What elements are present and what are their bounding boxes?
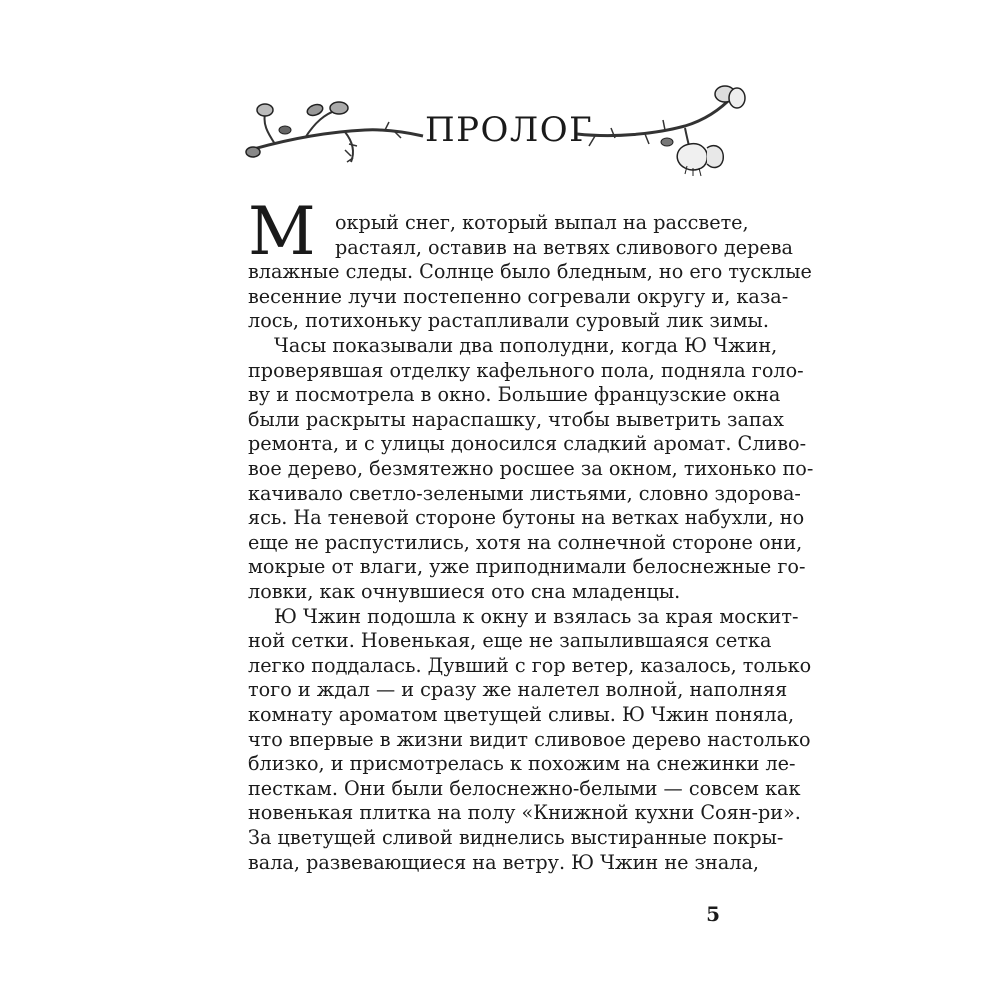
plum-branch-left-icon xyxy=(245,92,425,172)
text-line: качивало светло-зелеными листьями, словно здорова- xyxy=(248,481,801,505)
text-line: еще не распустились, хотя на солнечной стороне они, xyxy=(248,530,803,554)
text-line: легко поддалась. Дувший с гор ветер, казалось, только xyxy=(248,653,812,677)
text-line: весенние лучи постепенно согревали округу и, каза- xyxy=(248,284,789,308)
drop-cap-letter: М xyxy=(248,193,316,270)
text-line: вое дерево, безмятежно росшее за окном, тихонько по- xyxy=(248,457,814,480)
page-number: 5 xyxy=(706,902,720,926)
text-line: растаял, оставив на ветвях сливового дерева xyxy=(335,235,793,259)
text-line: новенькая плитка на полу «Книжной кухни Соян-ри». xyxy=(248,801,801,825)
text-line: окрый снег, который выпал на рассвете, xyxy=(335,211,749,234)
text-line: ву и посмотрела в окно. Большие французские окна xyxy=(248,383,781,407)
text-line: Ю Чжин подошла к окну и взялась за края москит- xyxy=(274,604,799,628)
text-line: лось, потихоньку растапливали суровый лик зимы. xyxy=(248,309,769,333)
text-line: ловки, как очнувшиеся ото сна младенцы. xyxy=(248,580,681,603)
chapter-title: ПРОЛОГ xyxy=(425,110,594,150)
text-line: Часы показывали два пополудни, когда Ю Чжин, xyxy=(274,334,778,357)
text-line: За цветущей сливой виднелись выстиранные покры- xyxy=(248,826,784,849)
text-line: были раскрыты нараспашку, чтобы выветрить запах xyxy=(248,407,784,431)
text-line: влажные следы. Солнце было бледным, но его тусклые xyxy=(248,260,812,284)
text-line: вала, развевающиеся на ветру. Ю Чжин не знала, xyxy=(248,850,759,874)
text-line: песткам. Они были белоснежно-белыми — совсем как xyxy=(248,776,801,800)
text-line: ясь. На теневой стороне бутоны на ветках набухли, но xyxy=(248,506,805,530)
text-line: того и ждал — и сразу же налетел волной, наполняя xyxy=(248,678,788,702)
text-line: близко, и присмотрелась к похожим на снежинки ле- xyxy=(248,752,796,776)
text-line: ремонта, и с улицы доносился сладкий аромат. Сливо- xyxy=(248,432,807,456)
text-line: что впервые в жизни видит сливовое дерево настолько xyxy=(248,727,811,751)
text-line: проверявшая отделку кафельного пола, подняла голо- xyxy=(248,358,804,382)
text-line: ной сетки. Новенькая, еще не запылившаяся сетка xyxy=(248,629,772,653)
text-line: мокрые от влаги, уже приподнимали белоснежные го- xyxy=(248,555,806,579)
plum-branch-right-icon xyxy=(575,82,755,182)
text-line: комнату ароматом цветущей сливы. Ю Чжин поняла, xyxy=(248,703,795,726)
